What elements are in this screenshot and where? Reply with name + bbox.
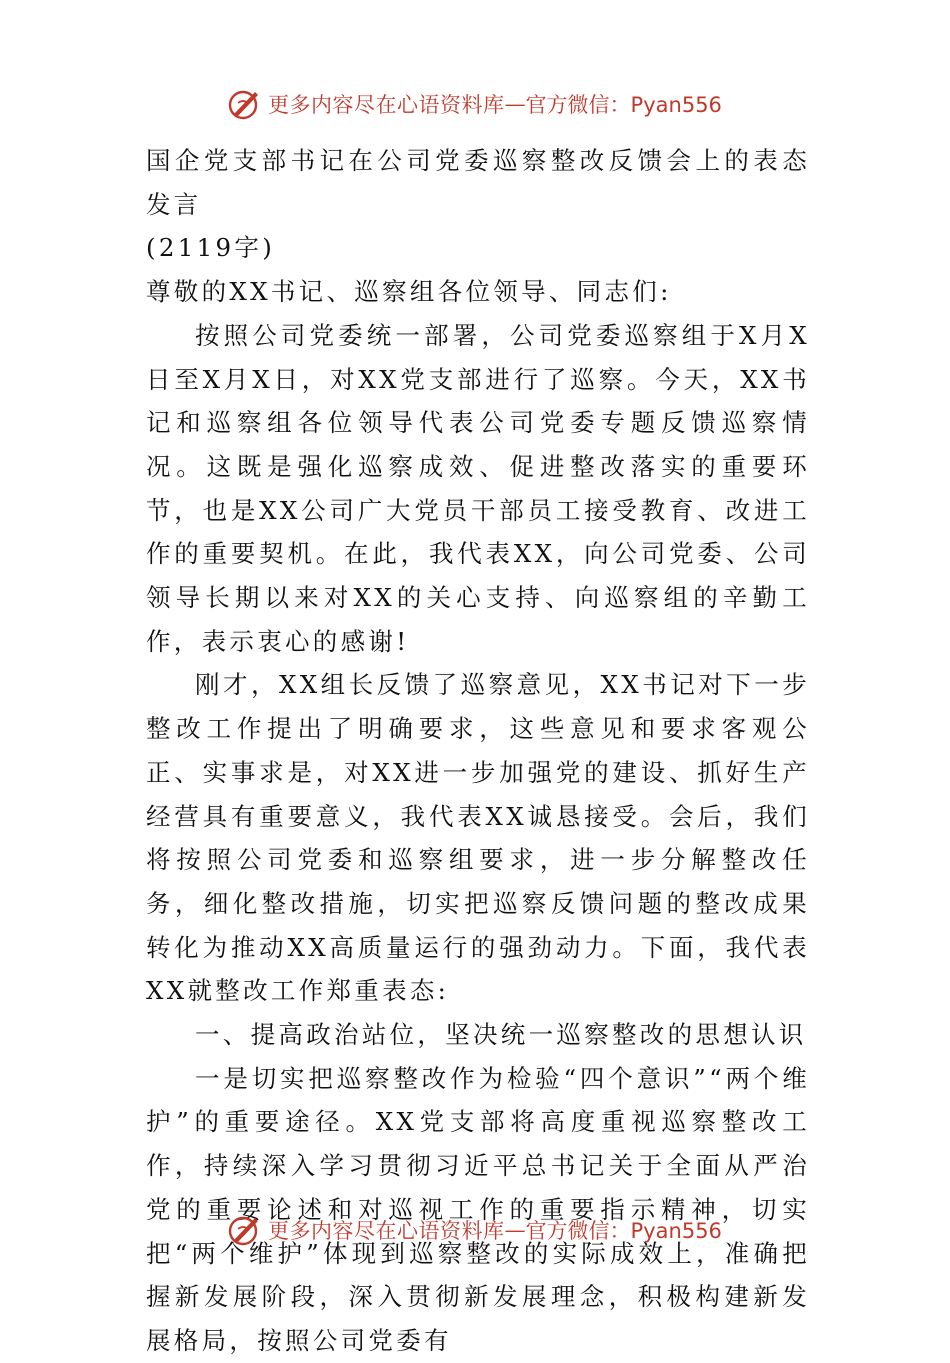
footer-watermark-banner: [0, 1210, 950, 1250]
pen-circle-icon: [228, 87, 262, 121]
banner-separator: —: [504, 92, 526, 116]
paragraph-3: 一是切实把巡察整改作为检验“四个意识”“两个维护”的重要途径。XX党支部将高度重视巡察整改工作，持续深入学习贯彻习近平总书记关于全面从严治党的重要论述和对巡视工作的重要指示精神，切实把“两个维护”体现到巡察整改的实际成效上，准确把握新发展阶段，深入贯彻新发展理念，积极构建新发展格局，按照公司党委有: [146, 1063, 810, 1355]
banner-wechat-text: 官方微信：Pyan556: [525, 1219, 722, 1243]
document-title: 国企党支部书记在公司党委巡察整改反馈会上的表态发言: [146, 146, 810, 219]
document-body: [146, 139, 810, 1363]
banner-site-text: 更多内容尽在心语资料库: [268, 93, 505, 117]
word-count: (2119字): [146, 233, 276, 263]
banner-site-text: 更多内容尽在心语资料库: [268, 1219, 505, 1243]
paragraph-2: 刚才，XX组长反馈了巡察意见，XX书记对下一步整改工作提出了明确要求，这些意见和要求客观公正、实事求是，对XX进一步加强党的建设、抓好生产经营具有重要意义，我代表XX诚恳接受。会后，我们将按照公司党委和巡察组要求，进一步分解整改任务，细化整改措施，切实把巡察反馈问题的整改成果转化为推动XX高质量运行的强劲动力。下面，我代表XX就整改工作郑重表态:: [146, 670, 810, 1006]
pen-circle-icon: [228, 1213, 262, 1247]
paragraph-1: 按照公司党委统一部署，公司党委巡察组于X月X日至X月X日，对XX党支部进行了巡察。今天，XX书记和巡察组各位领导代表公司党委专题反馈巡察情况。这既是强化巡察成效、促进整改落实的重要环节，也是XX公司广大党员干部员工接受教育、改进工作的重要契机。在此，我代表XX，向公司党委、公司领导长期以来对XX的关心支持、向巡察组的辛勤工作，表示衷心的感谢!: [146, 320, 810, 656]
section-heading-1: 一、提高政治站位，坚决统一巡察整改的思想认识: [195, 1020, 807, 1050]
header-watermark-banner: [0, 84, 950, 124]
banner-wechat-text: 官方微信：Pyan556: [525, 93, 722, 117]
salutation: 尊敬的XX书记、巡察组各位领导、同志们:: [146, 277, 672, 307]
banner-separator: —: [504, 1218, 526, 1242]
